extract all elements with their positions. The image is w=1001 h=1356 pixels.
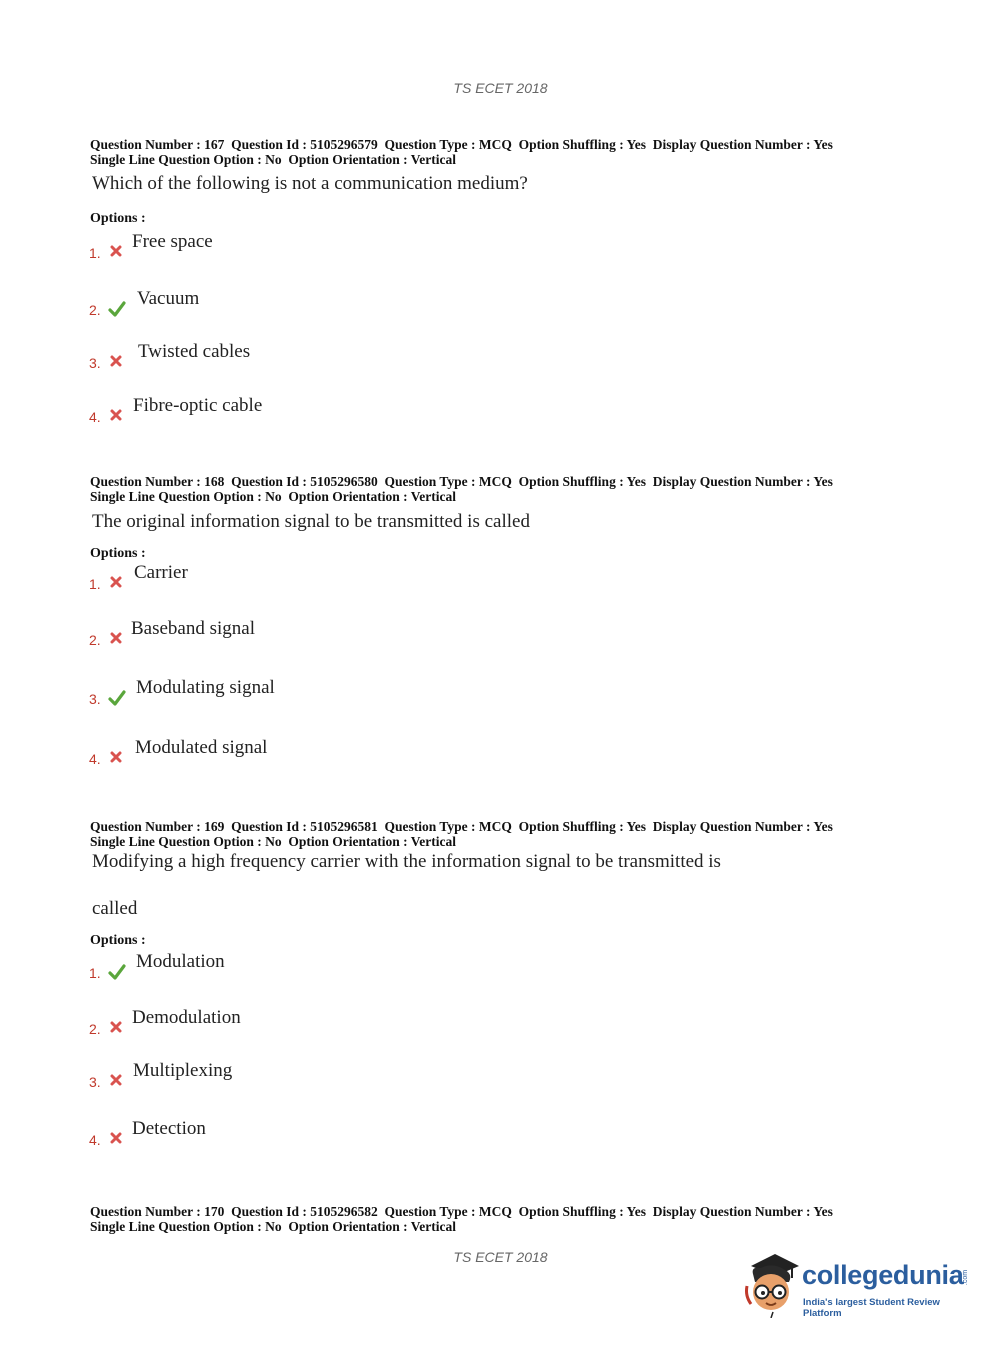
option-text: Free space [132,231,213,252]
page-header: TS ECET 2018 [453,80,548,96]
option-text: Modulating signal [136,677,275,698]
option-number: 3. [89,355,101,371]
option-number: 4. [89,1132,101,1148]
option-number: 1. [89,965,101,981]
option-number: 2. [89,302,101,318]
page-footer: TS ECET 2018 [453,1249,548,1265]
question-text: The original information signal to be transmitted is called [92,511,530,532]
mascot-icon [743,1252,803,1318]
option-text: Twisted cables [138,341,251,362]
option-text: Vacuum [137,288,200,309]
check-icon [108,964,124,980]
cross-icon [109,1131,125,1147]
question-meta-line2: Single Line Question Option : No Option Orientation : Vertical [90,1219,457,1234]
options-label: Options : [90,211,146,226]
cross-icon [109,244,125,260]
option-text: Multiplexing [133,1060,233,1081]
options-label: Options : [90,546,146,561]
question-text-line2: called [92,898,138,919]
cross-icon [109,1073,125,1089]
option-text: Demodulation [132,1007,241,1028]
option-number: 1. [89,245,101,261]
option-text: Fibre-optic cable [133,395,263,416]
question-text: Which of the following is not a communication medium? [92,173,528,194]
cross-icon [109,1020,125,1036]
logo-tagline: India's largest Student Review Platform [803,1297,940,1319]
option-text: Modulation [136,951,225,972]
logo-name: collegedunia [802,1260,964,1290]
option-number: 3. [89,691,101,707]
option-text: Baseband signal [131,618,256,639]
question-meta-line2: Single Line Question Option : No Option Orientation : Vertical [90,489,457,504]
question-meta-line1: Question Number : 167 Question Id : 5105296579 Question Type : MCQ Option Shuffling : Yes Display Question Number : Yes [90,137,833,152]
check-icon [108,690,124,706]
option-number: 1. [89,576,101,592]
cross-icon [109,354,125,370]
option-number: 2. [89,632,101,648]
check-icon [108,301,124,317]
cross-icon [109,750,125,766]
cross-icon [109,631,125,647]
option-number: 2. [89,1021,101,1037]
question-meta-line2: Single Line Question Option : No Option Orientation : Vertical [90,152,457,167]
option-number: 4. [89,751,101,767]
option-text: Carrier [134,562,188,583]
option-number: 4. [89,409,101,425]
cross-icon [109,575,125,591]
question-meta-line1: Question Number : 170 Question Id : 5105296582 Question Type : MCQ Option Shuffling : Yes Display Question Number : Yes [90,1204,833,1219]
options-label: Options : [90,933,146,948]
question-meta-line1: Question Number : 168 Question Id : 5105296580 Question Type : MCQ Option Shuffling : Yes Display Question Number : Yes [90,474,833,489]
question-meta-line1: Question Number : 169 Question Id : 5105296581 Question Type : MCQ Option Shuffling : Yes Display Question Number : Yes [90,819,833,834]
question-text-line1: Modifying a high frequency carrier with the information signal to be transmitted is [92,851,721,872]
collegedunia-logo [743,1252,973,1322]
logo-suffix: .com [962,1269,970,1286]
option-text: Modulated signal [135,737,268,758]
question-meta-line2: Single Line Question Option : No Option Orientation : Vertical [90,834,457,849]
cross-icon [109,408,125,424]
option-number: 3. [89,1074,101,1090]
option-text: Detection [132,1118,206,1139]
